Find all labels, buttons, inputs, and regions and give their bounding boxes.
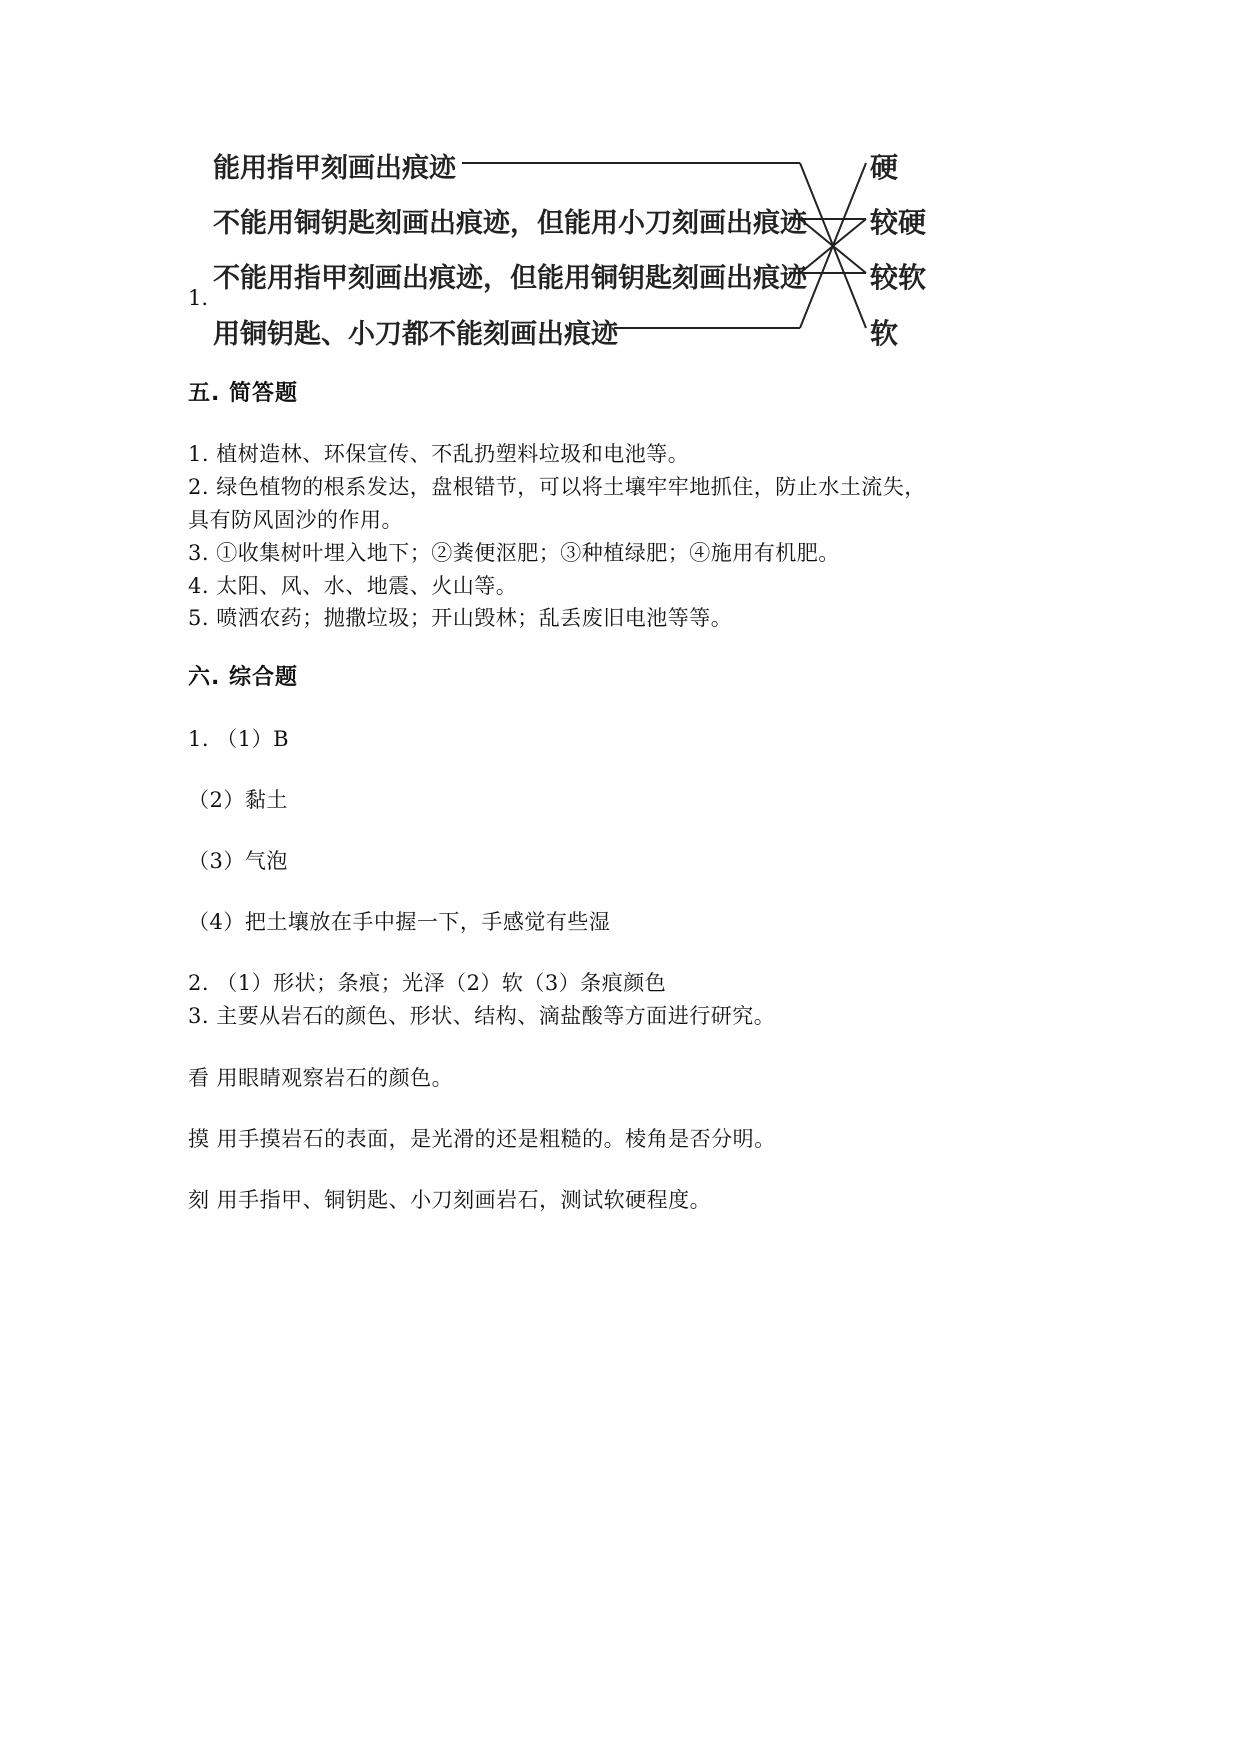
section-6-q2: 2. （1）形状；条痕；光泽（2）软（3）条痕颜色 xyxy=(188,971,667,995)
section-5-line-4: 4. 太阳、风、水、地震、火山等。 xyxy=(188,574,518,598)
section-6-method-scratch: 刻 用手指甲、铜钥匙、小刀刻画岩石，测试软硬程度。 xyxy=(188,1188,712,1212)
match-left-item-1: 能用指甲刻画出痕迹 xyxy=(213,153,456,184)
section-6-method-touch: 摸 用手摸岩石的表面，是光滑的还是粗糙的。棱角是否分明。 xyxy=(188,1127,776,1151)
section-6-method-look: 看 用眼睛观察岩石的颜色。 xyxy=(188,1066,454,1090)
section-6-q1-part-1: 1. （1）B xyxy=(188,727,290,751)
section-6-q1-part-2: （2）黏土 xyxy=(188,788,288,812)
match-right-item-3: 较软 xyxy=(870,261,927,294)
section-5-line-5: 5. 喷洒农药；抛撒垃圾；开山毁林；乱丢废旧电池等等。 xyxy=(188,606,733,630)
section-6-q1-part-4: （4）把土壤放在手中握一下，手感觉有些湿 xyxy=(188,910,611,934)
section-5-line-2: 2. 绿色植物的根系发达，盘根错节，可以将土壤牢牢地抓住，防止水土流失， xyxy=(188,475,926,499)
section-5-line-1: 1. 植树造林、环保宣传、不乱扔塑料垃圾和电池等。 xyxy=(188,442,690,466)
match-right-item-4: 软 xyxy=(870,317,899,350)
section-6-title: 六. 综合题 xyxy=(188,665,299,690)
match-right-item-1: 硬 xyxy=(870,151,899,184)
section-5-line-3: 3. ①收集树叶埋入地下；②粪便沤肥；③种植绿肥；④施用有机肥。 xyxy=(188,541,840,565)
match-left-item-4: 用铜钥匙、小刀都不能刻画出痕迹 xyxy=(213,319,618,350)
section-6-q1-part-3: （3）气泡 xyxy=(188,849,288,873)
matching-lines xyxy=(0,0,1241,360)
match-right-item-2: 较硬 xyxy=(870,206,927,239)
match-question-number: 1. xyxy=(188,286,209,310)
match-left-item-3: 不能用指甲刻画出痕迹，但能用铜钥匙刻画出痕迹 xyxy=(213,263,807,294)
section-5-title: 五. 简答题 xyxy=(188,381,299,406)
section-6-q3: 3. 主要从岩石的颜色、形状、结构、滴盐酸等方面进行研究。 xyxy=(188,1004,776,1028)
section-5-line-2-cont: 具有防风固沙的作用。 xyxy=(188,508,403,532)
match-left-item-2: 不能用铜钥匙刻画出痕迹，但能用小刀刻画出痕迹 xyxy=(213,208,807,239)
